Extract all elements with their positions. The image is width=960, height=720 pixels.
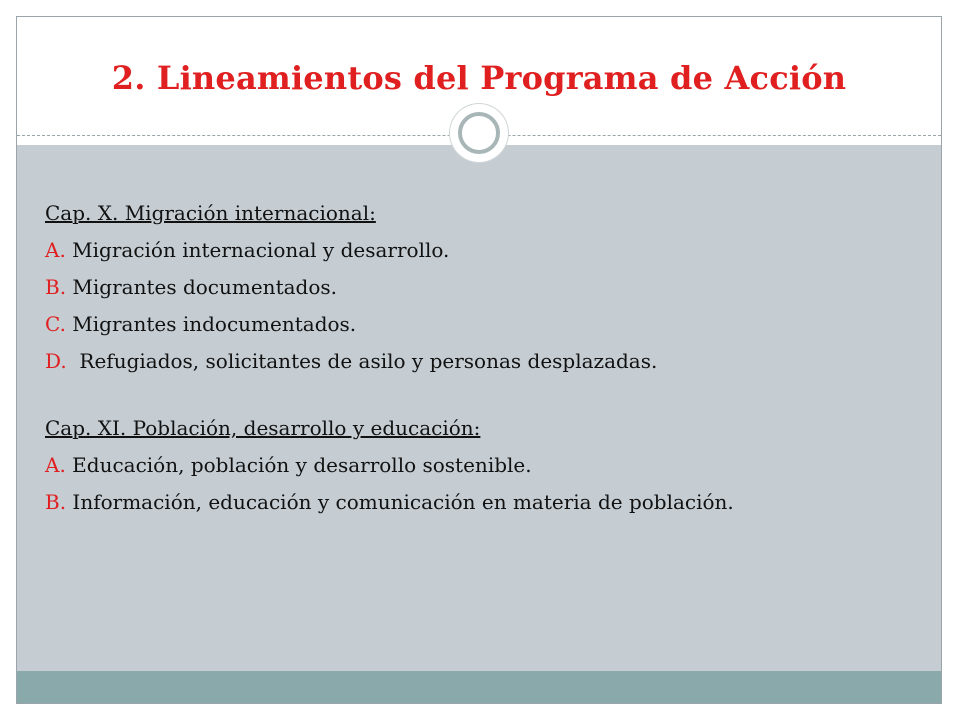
list-item: [45, 447, 734, 484]
item-text: Migración internacional y desarrollo.: [65, 238, 450, 262]
list-item: [45, 269, 734, 306]
item-text: Refugiados, solicitantes de asilo y personas desplazadas.: [66, 349, 658, 373]
list-item: [45, 232, 734, 269]
item-text: Migrantes indocumentados.: [65, 312, 357, 336]
item-letter: C.: [45, 312, 66, 336]
list-item: [45, 343, 734, 380]
circle-ornament-icon: [450, 104, 508, 162]
item-text: Educación, población y desarrollo sostenible.: [65, 453, 532, 477]
slide-frame: [16, 16, 942, 704]
circle-ring-icon: [458, 112, 500, 154]
list-item: [45, 306, 734, 343]
item-letter: A.: [45, 238, 66, 262]
slide-body: [45, 195, 734, 521]
slide-title: 2. Lineamientos del Programa de Acción: [111, 59, 847, 97]
list-item: [45, 484, 734, 521]
item-letter: B.: [45, 490, 67, 514]
item-text: Información, educación y comunicación en materia de población.: [66, 490, 734, 514]
item-letter: A.: [45, 453, 66, 477]
item-letter: D.: [45, 349, 67, 373]
section-gap: [45, 380, 734, 410]
section-heading-cap-xi: Cap. XI. Población, desarrollo y educación:: [45, 416, 481, 440]
item-text: Migrantes documentados.: [66, 275, 337, 299]
section-heading-cap-x: Cap. X. Migración internacional:: [45, 201, 376, 225]
item-letter: B.: [45, 275, 67, 299]
footer-bar: [17, 671, 941, 704]
